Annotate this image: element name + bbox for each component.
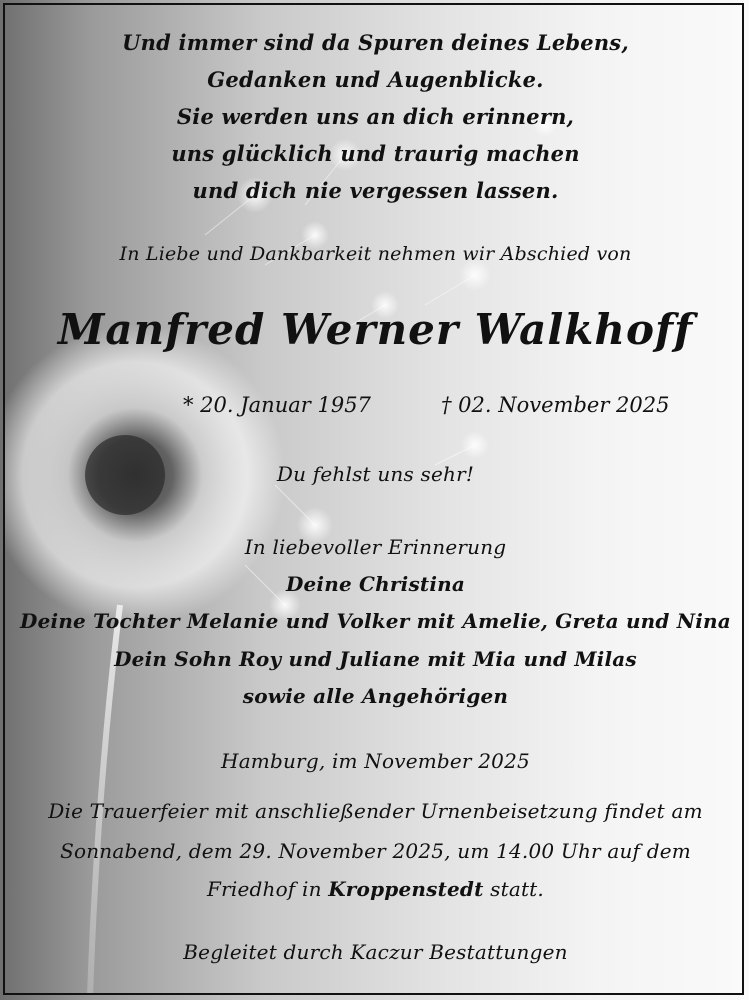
verse-line: Und immer sind da Spuren deines Lebens, xyxy=(122,30,629,55)
ceremony-text: Friedhof in xyxy=(207,877,329,901)
cemetery-place: Kroppenstedt xyxy=(328,877,484,901)
verse-line: Sie werden uns an dich erinnern, xyxy=(176,104,575,129)
ceremony-line xyxy=(5,877,744,901)
ceremony-line: Sonnabend, dem 29. November 2025, um 14.00 Uhr auf dem xyxy=(60,839,691,863)
place-date: Hamburg, im November 2025 xyxy=(221,749,530,773)
verse-line: und dich nie vergessen lassen. xyxy=(192,178,559,203)
ceremony-text: statt. xyxy=(483,877,544,901)
mourner-line: Dein Sohn Roy und Juliane mit Mia und Milas xyxy=(114,647,637,671)
birth-date: * 20. Januar 1957 xyxy=(183,393,371,417)
mourner-line: sowie alle Angehörigen xyxy=(242,684,509,708)
verse-line: uns glücklich und traurig machen xyxy=(171,141,580,166)
undertaker-line: Begleitet durch Kaczur Bestattungen xyxy=(183,940,568,964)
death-date: † 02. November 2025 xyxy=(441,393,670,417)
ceremony-line: Die Trauerfeier mit anschließender Urnenbeisetzung findet am xyxy=(48,799,703,823)
memory-heading: In liebevoller Erinnerung xyxy=(244,535,507,559)
mourner-line: Deine Tochter Melanie und Volker mit Amelie, Greta und Nina xyxy=(20,609,731,633)
verse-line: Gedanken und Augenblicke. xyxy=(207,67,544,92)
mourner-line: Deine Christina xyxy=(285,572,466,596)
obituary-notice xyxy=(3,3,744,995)
deceased-name: Manfred Werner Walkhoff xyxy=(57,305,694,354)
farewell-intro: In Liebe und Dankbarkeit nehmen wir Abschied von xyxy=(119,243,632,265)
miss-line: Du fehlst uns sehr! xyxy=(276,462,475,486)
